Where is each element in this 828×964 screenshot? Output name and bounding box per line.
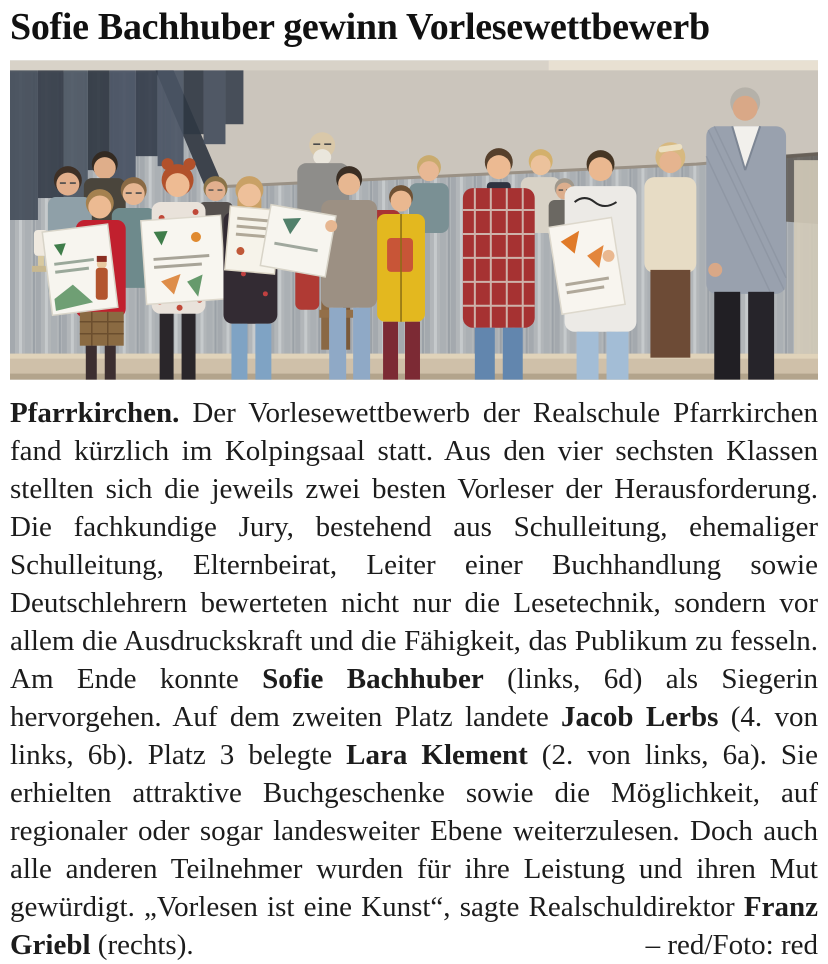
body-text: (2. von links, 6a). Sie erhielten attraktive Buchgeschenke sowie die Möglichkeit, auf regionaler oder sogar landesweiter Ebene weiterzulesen. Doch auch alle anderen Teilnehmer wurden für ihre Leistung und ihren Mut gewürdigt. „Vorlesen ist eine Kunst“, sagte Realschuldirektor [10, 738, 818, 923]
article-body [10, 394, 818, 964]
body-text: (links, 6d) als Siegerin hervorgehen. Auf dem zweiten Platz landete [10, 662, 819, 733]
body-lead-in: Pfarrkirchen. [10, 396, 180, 429]
article-photo [10, 60, 818, 380]
second-place-name: Jacob Lerbs [561, 700, 719, 733]
photo-certificate [141, 215, 226, 304]
body-text: (rechts). [90, 928, 194, 961]
winner-name: Sofie Bachhuber [262, 662, 484, 695]
photo-certificate [548, 217, 625, 314]
photo-certificate [260, 204, 336, 276]
byline-credit: – red/Foto: red [645, 928, 818, 961]
body-text: Der Vorlesewettbewerb der Realschule Pfarrkirchen fand kürzlich im Kolpingsaal statt. Aus den vier sechsten Klassen stellten sich die jeweils zwei besten Vorleser der Herausforderung. Die fachkundige Jury, bestehend aus Schulleitung, ehemaliger Schulleitung, Elternbeirat, Leiter einer Buchhandlung sowie Deutschlehrern bewerteten nicht nur die Lesetechnik, sondern vor allem die Ausdruckskraft und die Fähigkeit, das Publikum zu fesseln. Am Ende konnte [10, 396, 818, 695]
director-name: Franz Griebl [10, 890, 818, 961]
headline: Sofie Bachhuber gewinn Vorlesewettbewerb [10, 6, 710, 48]
body-text: (4. von links, 6b). Platz 3 belegte [10, 700, 818, 771]
photo-nutcracker [96, 256, 108, 300]
third-place-name: Lara Klement [346, 738, 528, 771]
stage-group-photo-illustration [10, 60, 818, 380]
